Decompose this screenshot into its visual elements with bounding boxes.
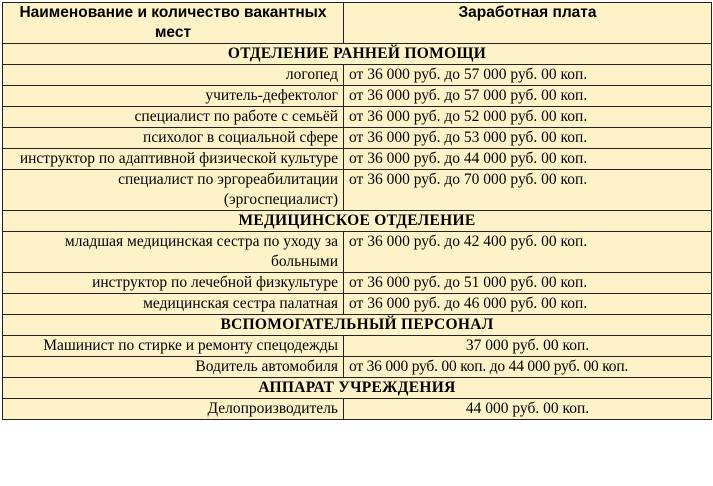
- salary-cell: от 36 000 руб. до 46 000 руб. 00 коп.: [344, 294, 712, 315]
- section-row: [3, 315, 712, 336]
- position-cell: учитель-дефектолог: [3, 86, 344, 107]
- salary-cell: от 36 000 руб. 00 коп. до 44 000 руб. 00 коп.: [344, 357, 712, 378]
- table-row: [3, 273, 712, 294]
- header-salary: Заработная плата: [344, 3, 712, 44]
- position-cell: Делопроизводитель: [3, 399, 344, 420]
- table-row: [3, 149, 712, 170]
- salary-cell: от 36 000 руб. до 53 000 руб. 00 коп.: [344, 128, 712, 149]
- header-row: [3, 3, 712, 44]
- table-row: [3, 128, 712, 149]
- table-row: [3, 65, 712, 86]
- section-title: АППАРАТ УЧРЕЖДЕНИЯ: [3, 378, 712, 399]
- table-row: [3, 294, 712, 315]
- section-title: ВСПОМОГАТЕЛЬНЫЙ ПЕРСОНАЛ: [3, 315, 712, 336]
- header-position: Наименование и количество вакантных мест: [3, 3, 344, 44]
- section-title: ОТДЕЛЕНИЕ РАННЕЙ ПОМОЩИ: [3, 44, 712, 65]
- position-cell: инструктор по адаптивной физической культуре: [3, 149, 344, 170]
- vacancies-table: [2, 2, 712, 420]
- position-cell: логопед: [3, 65, 344, 86]
- salary-cell: от 36 000 руб. до 70 000 руб. 00 коп.: [344, 170, 712, 211]
- position-cell: медицинская сестра палатная: [3, 294, 344, 315]
- salary-cell: от 36 000 руб. до 42 400 руб. 00 коп.: [344, 232, 712, 273]
- salary-cell: 37 000 руб. 00 коп.: [344, 336, 712, 357]
- salary-cell: от 36 000 руб. до 44 000 руб. 00 коп.: [344, 149, 712, 170]
- table-row: [3, 232, 712, 273]
- position-cell: специалист по эргореабилитации (эргоспециалист): [3, 170, 344, 211]
- table-row: [3, 336, 712, 357]
- table-row: [3, 399, 712, 420]
- section-row: [3, 44, 712, 65]
- position-cell: специалист по работе с семьёй: [3, 107, 344, 128]
- position-cell: инструктор по лечебной физкультуре: [3, 273, 344, 294]
- salary-cell: от 36 000 руб. до 51 000 руб. 00 коп.: [344, 273, 712, 294]
- section-row: [3, 211, 712, 232]
- position-cell: младшая медицинская сестра по уходу за больными: [3, 232, 344, 273]
- table-row: [3, 170, 712, 211]
- salary-cell: 44 000 руб. 00 коп.: [344, 399, 712, 420]
- salary-cell: от 36 000 руб. до 57 000 руб. 00 коп.: [344, 65, 712, 86]
- section-title: МЕДИЦИНСКОЕ ОТДЕЛЕНИЕ: [3, 211, 712, 232]
- section-row: [3, 378, 712, 399]
- position-cell: Машинист по стирке и ремонту спецодежды: [3, 336, 344, 357]
- table-row: [3, 86, 712, 107]
- table-row: [3, 357, 712, 378]
- position-cell: психолог в социальной сфере: [3, 128, 344, 149]
- position-cell: Водитель автомобиля: [3, 357, 344, 378]
- salary-cell: от 36 000 руб. до 52 000 руб. 00 коп.: [344, 107, 712, 128]
- table-row: [3, 107, 712, 128]
- salary-cell: от 36 000 руб. до 57 000 руб. 00 коп.: [344, 86, 712, 107]
